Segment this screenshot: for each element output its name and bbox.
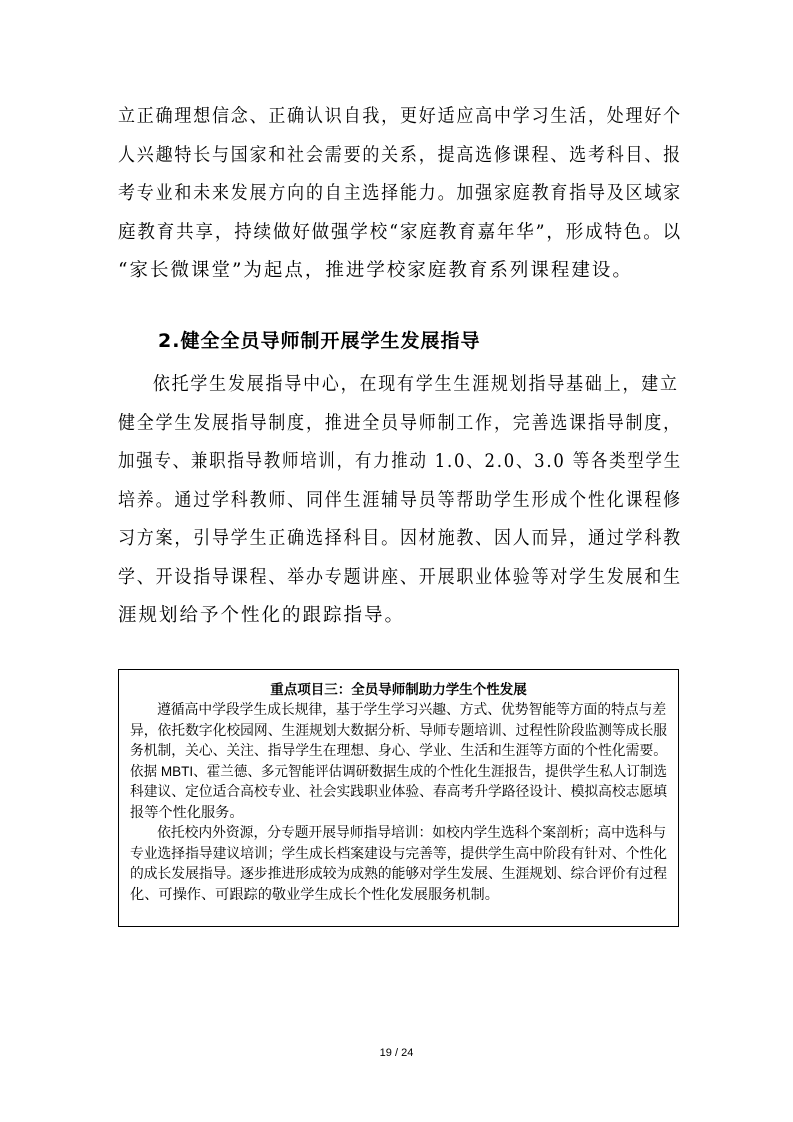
body-paragraph-2 <box>118 366 682 636</box>
paragraph-line: 培养。通过学科教师、同伴生涯辅导员等帮助学生形成个性化课程修 <box>118 489 682 511</box>
box-line: 的成长发展指导。逐步推进形成较为成熟的能够对学生发展、生涯规划、综合评价有过程 <box>130 866 668 882</box>
page-number: 19 / 24 <box>379 1047 414 1059</box>
box-line: 科建议、定位适合高校专业、社会实践职业体验、春高考升学路径设计、模拟高校志愿填 <box>130 784 668 800</box>
box-line: 遵循高中学段学生成长规律，基于学生学习兴趣、方式、优势智能等方面的特点与差 <box>157 702 667 718</box>
box-line: 专业选择指导建议培训；学生成长档案建设与完善等，提供学生高中阶段有针对、个性化 <box>130 845 668 862</box>
box-line: 异，依托数字化校园网、生涯规划大数据分析、导师专题培训、过程性阶段监测等成长服 <box>130 722 668 739</box>
paragraph-line: 考专业和未来发展方向的自主选择能力。加强家庭教育指导及区域家 <box>118 183 682 204</box>
box-line: 依据 MBTI、霍兰德、多元智能评估调研数据生成的个性化生涯报告，提供学生私人订制选 <box>130 763 668 780</box>
box-line: 务机制，关心、关注、指导学生在理想、身心、学业、生活和生涯等方面的个性化需要。 <box>130 743 668 759</box>
section-heading: 2.健全全员导师制开展学生发展指导 <box>158 330 481 352</box>
paragraph-line: 依托学生发展指导中心，在现有学生生涯规划指导基础上，建立 <box>152 374 679 395</box>
box-line: 报等个性化服务。 <box>130 804 244 821</box>
paragraph-line: 庭教育共享，持续做好做强学校“家庭教育嘉年华”，形成特色。以 <box>118 221 682 243</box>
paragraph-line: “家长微课堂”为起点，推进学校家庭教育系列课程建设。 <box>118 260 633 281</box>
key-project-body <box>130 700 667 905</box>
paragraph-line: 涯规划给予个性化的跟踪指导。 <box>118 605 406 626</box>
paragraph-line: 立正确理想信念、正确认识自我，更好适应高中学习生活，处理好个 <box>118 106 682 127</box>
box-line: 化、可操作、可跟踪的敬业学生成长个性化发展服务机制。 <box>130 886 499 903</box>
key-project-title: 重点项目三：全员导师制助力学生个性发展 <box>270 682 527 698</box>
key-project-box <box>118 669 679 927</box>
paragraph-line: 健全学生发展指导制度，推进全员导师制工作，完善选课指导制度， <box>118 412 682 434</box>
paragraph-line: 加强专、兼职指导教师培训，有力推动 1.0、2.0、3.0 等各类型学生 <box>118 451 682 472</box>
paragraph-line: 学、开设指导课程、举办专题讲座、开展职业体验等对学生发展和生 <box>118 566 682 588</box>
paragraph-line: 习方案，引导学生正确选择科目。因材施教、因人而异，通过学科教 <box>118 528 682 549</box>
box-line: 依托校内外资源，分专题开展导师指导培训：如校内学生选科个案剖析；高中选科与 <box>157 825 667 841</box>
body-paragraph-1 <box>118 98 682 291</box>
paragraph-line: 人兴趣特长与国家和社会需要的关系，提高选修课程、选考科目、报 <box>118 144 682 166</box>
